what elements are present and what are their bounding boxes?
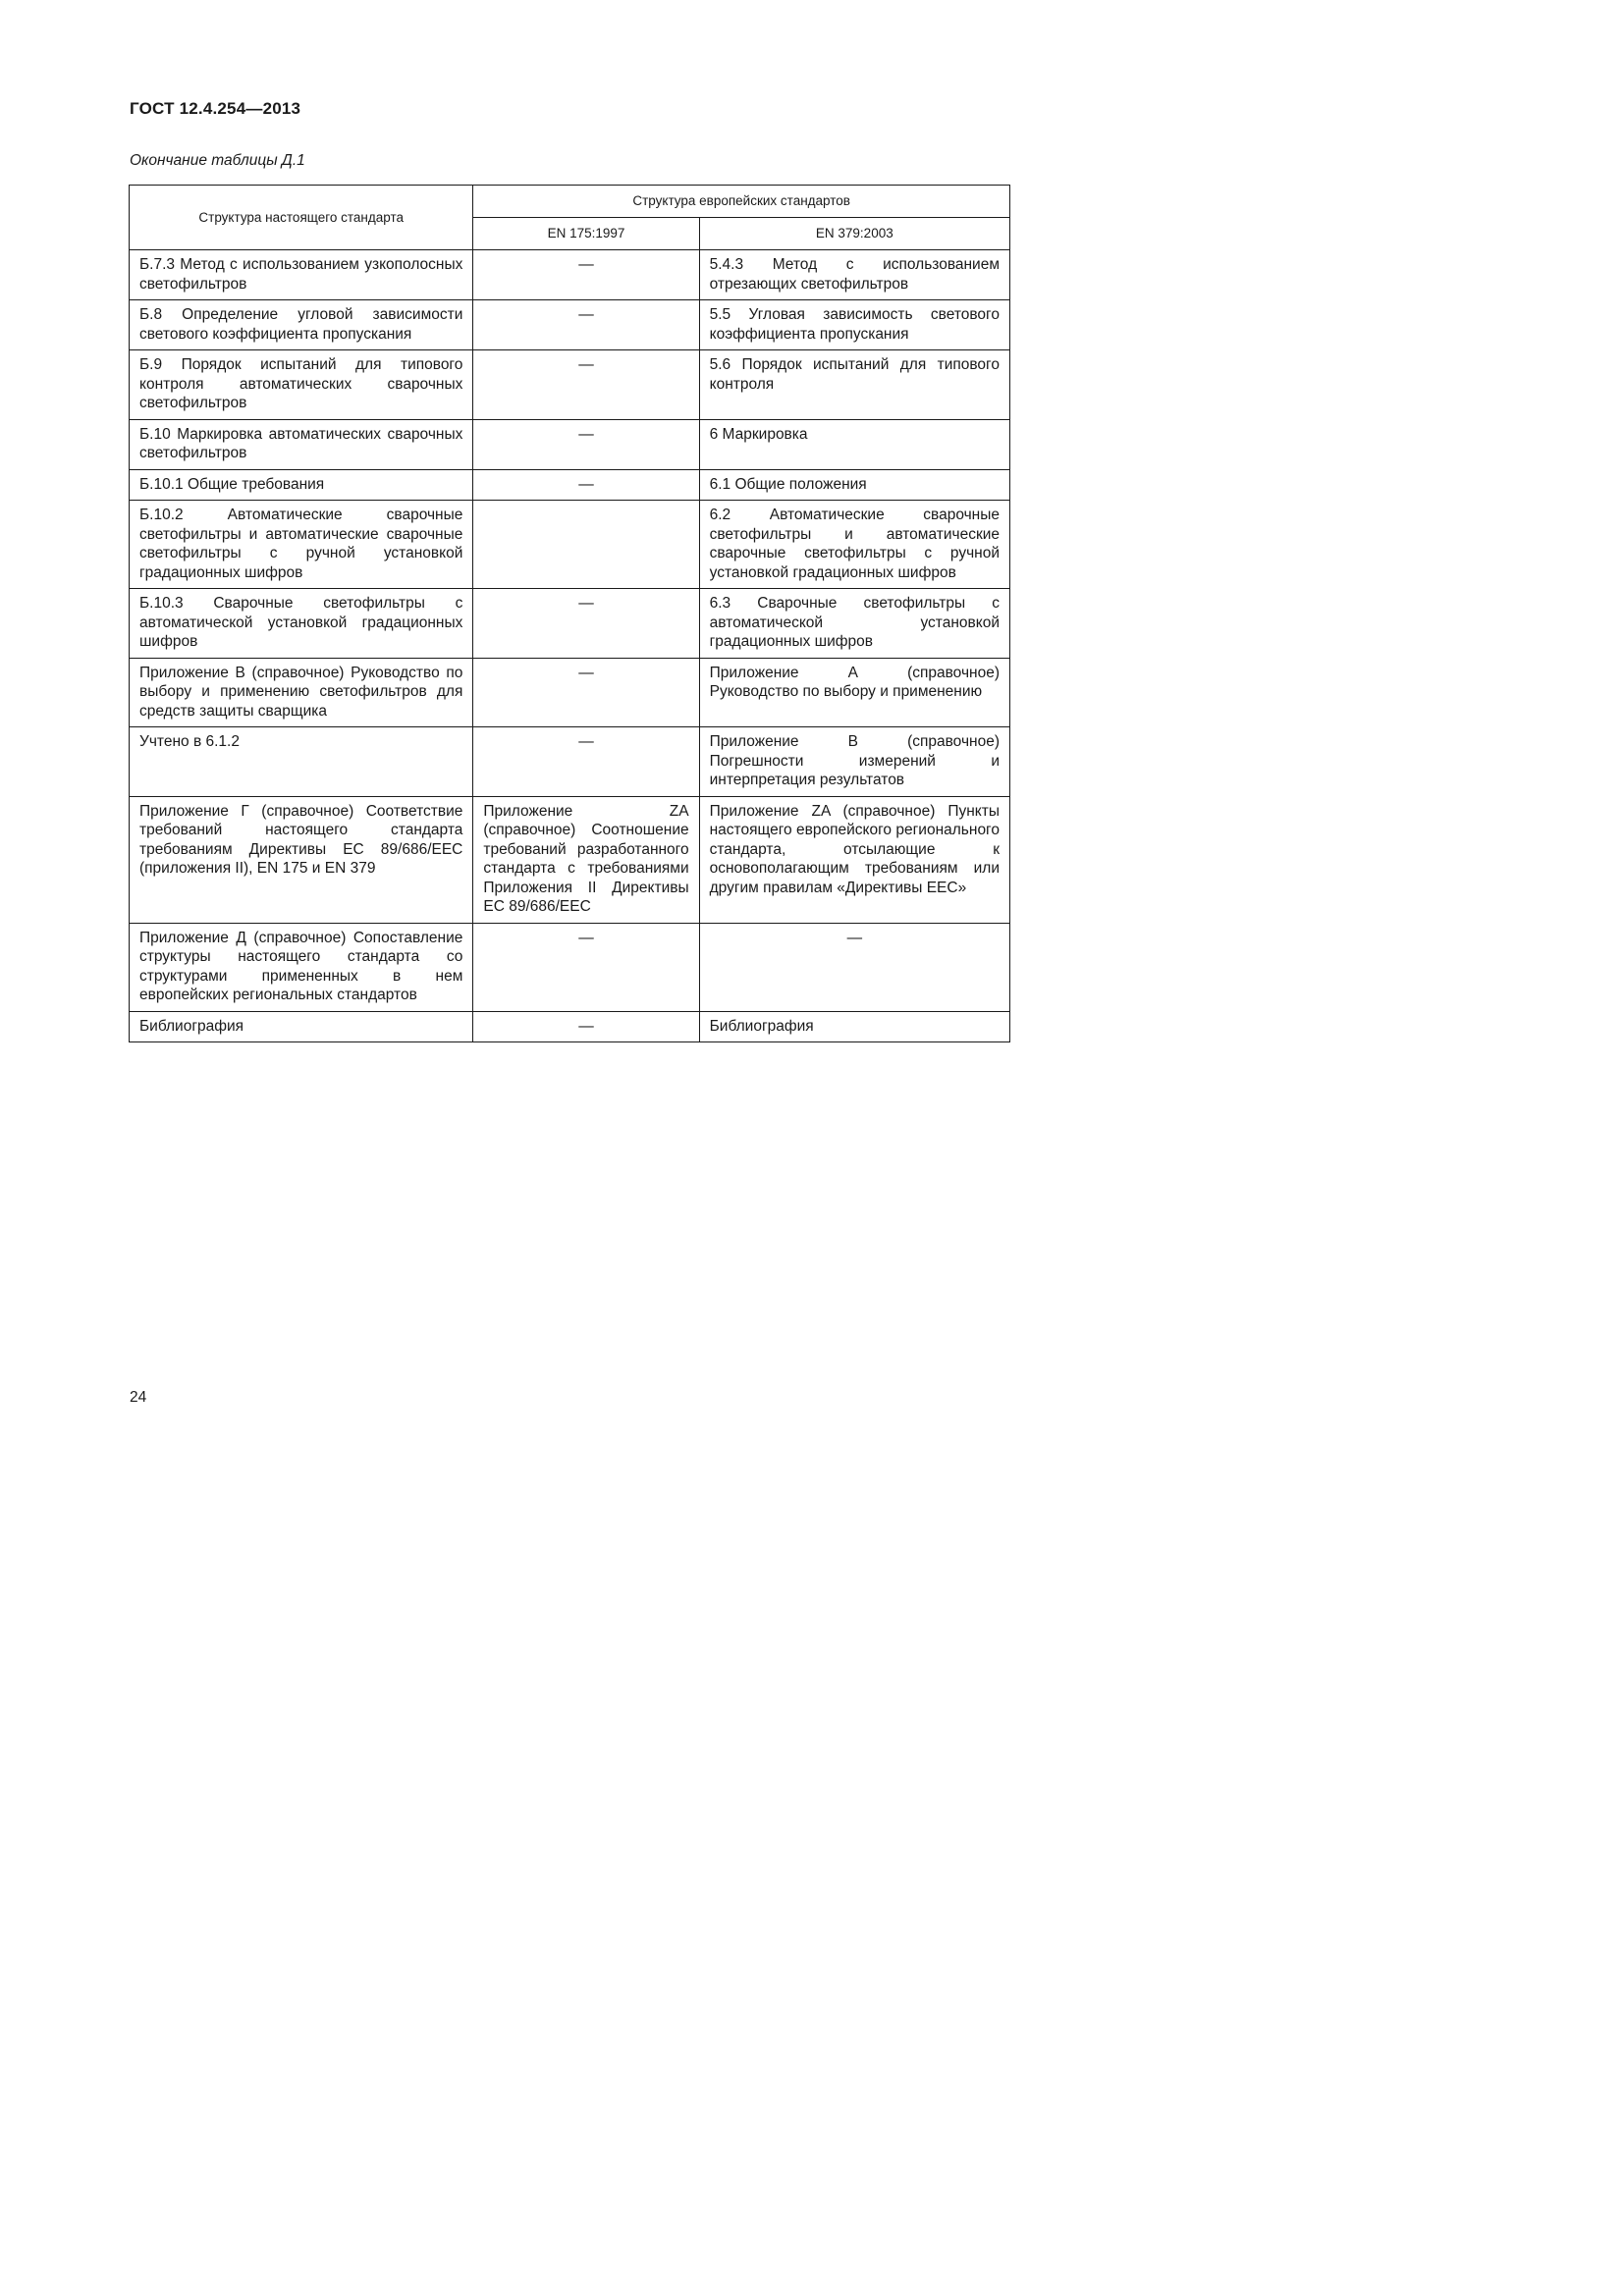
table-row [130, 658, 1010, 727]
cell-en-175: — [473, 250, 699, 300]
table-row [130, 796, 1010, 923]
cell-en-379: — [699, 923, 1009, 1011]
cell-en-379: 5.5 Угловая зависимость светового коэффициента пропускания [699, 300, 1009, 350]
document-code: ГОСТ 12.4.254—2013 [130, 99, 301, 118]
cell-en-175: — [473, 469, 699, 501]
table-caption: Окончание таблицы Д.1 [130, 152, 305, 169]
structure-comparison-table [129, 185, 1010, 1042]
cell-en-175: — [473, 589, 699, 659]
cell-current-standard: Б.10.3 Сварочные светофильтры с автоматической установкой градационных шифров [130, 589, 473, 659]
cell-en-175: — [473, 727, 699, 797]
cell-current-standard: Учтено в 6.1.2 [130, 727, 473, 797]
table-row [130, 300, 1010, 350]
cell-en-379: 6.1 Общие положения [699, 469, 1009, 501]
cell-current-standard: Приложение В (справочное) Руководство по выбору и применению светофильтров для средств защиты сварщика [130, 658, 473, 727]
table-row [130, 469, 1010, 501]
cell-current-standard: Б.10 Маркировка автоматических сварочных светофильтров [130, 419, 473, 469]
cell-current-standard: Б.8 Определение угловой зависимости светового коэффициента пропускания [130, 300, 473, 350]
header-en-175: EN 175:1997 [473, 218, 699, 250]
cell-en-175: — [473, 923, 699, 1011]
cell-en-175: — [473, 350, 699, 420]
cell-en-379: Приложение ZA (справочное) Пункты настоящего европейского регионального стандарта, отсылающие к основополагающим требованиям или другим правилам «Директивы ЕЕС» [699, 796, 1009, 923]
table-header-row [130, 186, 1010, 218]
cell-en-379: 5.4.3 Метод с использованием отрезающих светофильтров [699, 250, 1009, 300]
table-row [130, 1011, 1010, 1042]
cell-current-standard: Б.10.2 Автоматические сварочные светофильтры и автоматические сварочные светофильтры с ручной установкой градационных шифров [130, 501, 473, 589]
cell-en-379: Приложение В (справочное) Погрешности измерений и интерпретация результатов [699, 727, 1009, 797]
cell-current-standard: Приложение Д (справочное) Сопоставление структуры настоящего стандарта со структурами примененных в нем европейских региональных стандартов [130, 923, 473, 1011]
cell-en-379: Библиография [699, 1011, 1009, 1042]
cell-en-175: — [473, 300, 699, 350]
cell-en-175: — [473, 1011, 699, 1042]
cell-current-standard: Библиография [130, 1011, 473, 1042]
cell-en-379: 5.6 Порядок испытаний для типового контроля [699, 350, 1009, 420]
header-en-379: EN 379:2003 [699, 218, 1009, 250]
cell-current-standard: Б.10.1 Общие требования [130, 469, 473, 501]
header-current-standard: Структура настоящего стандарта [130, 186, 473, 250]
cell-en-175: — [473, 419, 699, 469]
table-row [130, 419, 1010, 469]
cell-en-379: 6.3 Сварочные светофильтры с автоматической установкой градационных шифров [699, 589, 1009, 659]
table-row [130, 727, 1010, 797]
cell-en-379: Приложение А (справочное) Руководство по выбору и применению [699, 658, 1009, 727]
cell-en-175 [473, 501, 699, 589]
cell-en-379: 6.2 Автоматические сварочные светофильтры и автоматические сварочные светофильтры с ручной установкой градационных шифров [699, 501, 1009, 589]
table-row [130, 501, 1010, 589]
header-european-standards: Структура европейских стандартов [473, 186, 1010, 218]
cell-en-379: 6 Маркировка [699, 419, 1009, 469]
table-row [130, 923, 1010, 1011]
cell-current-standard: Б.9 Порядок испытаний для типового контроля автоматических сварочных светофильтров [130, 350, 473, 420]
page-number: 24 [130, 1389, 147, 1406]
cell-en-175: Приложение ZA (справочное) Соотношение требований разработанного стандарта с требованиями Приложения II Директивы ЕС 89/686/ЕЕС [473, 796, 699, 923]
cell-current-standard: Б.7.3 Метод с использованием узкополосных светофильтров [130, 250, 473, 300]
table-row [130, 250, 1010, 300]
cell-en-175: — [473, 658, 699, 727]
table-row [130, 350, 1010, 420]
table-row [130, 589, 1010, 659]
cell-current-standard: Приложение Г (справочное) Соответствие требований настоящего стандарта требованиям Директивы ЕС 89/686/ЕЕС (приложения II), EN 175 и EN 379 [130, 796, 473, 923]
